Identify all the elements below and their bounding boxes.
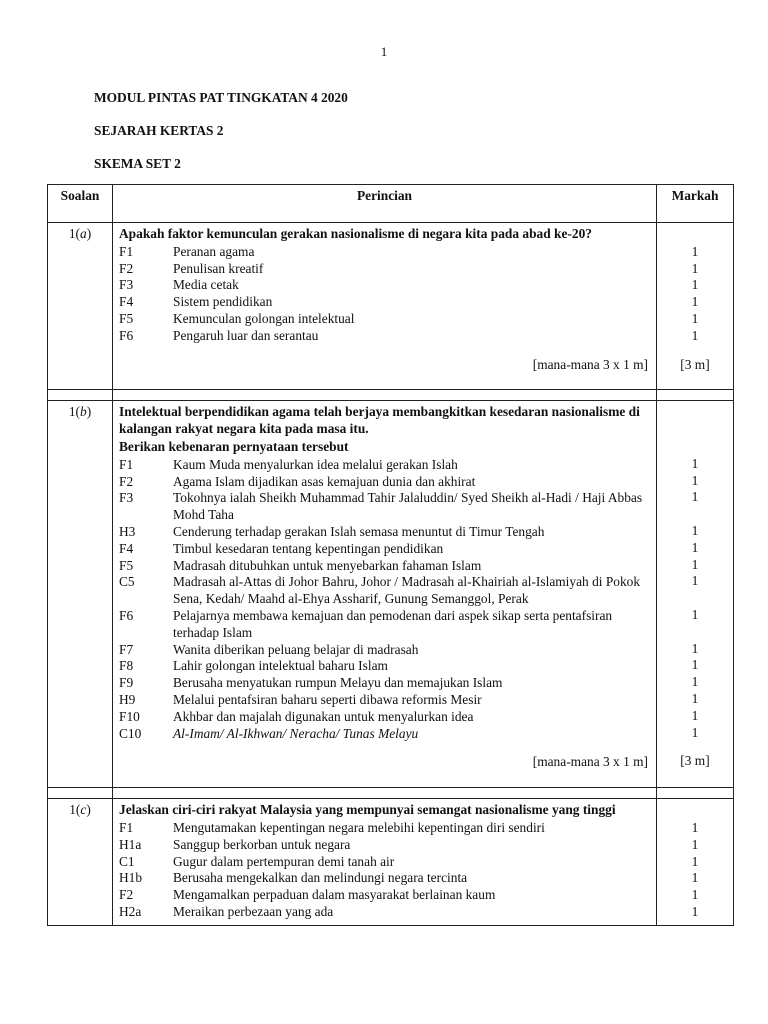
point-mark: 1 (691, 707, 699, 723)
list-item (119, 294, 650, 311)
point-mark: 1 (691, 674, 699, 690)
point-code: H3 (119, 523, 136, 539)
point-code: F2 (119, 473, 134, 489)
question-detail (113, 401, 657, 788)
point-text: Sanggup berkorban untuk negara (173, 836, 351, 852)
answer-scheme-table (47, 184, 734, 926)
question-number (48, 799, 113, 926)
point-mark: 1 (691, 606, 699, 622)
table-header-row (48, 185, 734, 223)
row-gap (48, 390, 734, 401)
list-item (119, 524, 650, 541)
point-code: F3 (119, 277, 134, 293)
point-text: Sistem pendidikan (173, 294, 273, 310)
point-mark: 1 (691, 472, 699, 488)
list-item (119, 854, 650, 871)
list-item (119, 642, 650, 659)
question-number-suffix: ) (86, 404, 92, 420)
question-number-prefix: 1( (69, 802, 81, 818)
point-mark: 1 (691, 455, 699, 471)
document-title: MODUL PINTAS PAT TINGKATAN 4 2020 (94, 90, 348, 105)
list-item (119, 244, 650, 261)
point-text: Akhbar dan majalah digunakan untuk menyalurkan idea (173, 708, 474, 724)
list-item (119, 277, 650, 294)
list-item (119, 328, 650, 345)
point-code: F7 (119, 641, 134, 657)
question-marks (657, 401, 734, 788)
point-text: Pengaruh luar dan serantau (173, 327, 319, 343)
point-mark: 1 (691, 887, 699, 903)
point-code: F2 (119, 887, 134, 903)
question-row (48, 799, 734, 926)
point-code: F5 (119, 557, 134, 573)
point-text: Tokohnya ialah Sheikh Muhammad Tahir Jalaluddin/ Syed Sheikh al-Hadi / Haji Abbas Mohd Taha (173, 490, 643, 523)
point-code: F4 (119, 540, 134, 556)
point-code: C5 (119, 574, 135, 590)
point-code: F3 (119, 490, 134, 506)
point-mark: 1 (691, 853, 699, 869)
list-item (119, 692, 650, 709)
point-mark: 1 (691, 657, 699, 673)
table-body (48, 223, 734, 926)
point-code: H2a (119, 903, 142, 919)
marking-instruction: [mana-mana 3 x 1 m] (532, 356, 648, 372)
point-text: Berusaha mengekalkan dan melindungi negara tercinta (173, 870, 468, 886)
header-soalan: Soalan (48, 185, 113, 223)
point-code: F4 (119, 294, 134, 310)
header-markah: Markah (657, 185, 734, 223)
point-text: Berusaha menyatukan rumpun Melayu dan memajukan Islam (173, 675, 503, 691)
point-code: H1a (119, 836, 142, 852)
point-code: F2 (119, 260, 134, 276)
list-item (119, 726, 650, 743)
point-mark: 1 (691, 277, 699, 293)
point-text: Mengutamakan kepentingan negara melebihi kepentingan diri sendiri (173, 819, 545, 835)
point-text: Peranan agama (173, 243, 255, 259)
list-item (119, 904, 650, 921)
point-text: Agama Islam dijadikan asas kemajuan dunia dan akhirat (173, 473, 476, 489)
point-code: H9 (119, 691, 136, 707)
question-number-suffix: ) (86, 802, 91, 818)
point-mark: 1 (691, 724, 699, 740)
point-mark: 1 (691, 836, 699, 852)
point-text: Al-Imam/ Al-Ikhwan/ Neracha/ Tunas Melayu (173, 725, 419, 741)
point-text: Timbul kesedaran tentang kepentingan pendidikan (173, 540, 444, 556)
point-code: H1b (119, 870, 143, 886)
total-marks: [3 m] (680, 753, 710, 769)
list-item (119, 574, 650, 608)
point-code: F10 (119, 708, 140, 724)
point-text: Penulisan kreatif (173, 260, 264, 276)
list-item (119, 870, 650, 887)
question-number-letter: c (80, 802, 87, 818)
point-mark: 1 (691, 690, 699, 706)
point-code: F9 (119, 675, 134, 691)
question-row (48, 223, 734, 390)
point-text: Madrasah al-Attas di Johor Bahru, Johor / Madrasah al-Khairiah al-Islamiyah di Pokok Sena, Kedah/ Maahd al-Ehya Assharif, Gunung Semanggol, Perak (173, 574, 641, 607)
point-mark: 1 (691, 903, 699, 919)
point-code: F6 (119, 327, 134, 343)
question-number-letter: a (79, 226, 87, 241)
point-mark: 1 (691, 539, 699, 555)
list-item (119, 490, 650, 524)
point-mark: 1 (691, 819, 699, 835)
point-text: Meraikan perbezaan yang ada (173, 903, 334, 919)
point-text: Cenderung terhadap gerakan Islah semasa menuntut di Timur Tengah (173, 523, 545, 539)
point-mark: 1 (691, 556, 699, 572)
question-detail (113, 223, 657, 390)
point-mark: 1 (691, 243, 699, 259)
point-code: F1 (119, 243, 134, 259)
page-number: 1 (380, 44, 388, 59)
point-code: F1 (119, 819, 134, 835)
point-text: Kaum Muda menyalurkan idea melalui gerakan Islah (173, 456, 458, 472)
point-text: Gugur dalam pertempuran demi tanah air (173, 853, 395, 869)
point-text: Wanita diberikan peluang belajar di madrasah (173, 641, 419, 657)
list-item (119, 837, 650, 854)
point-text: Melalui pentafsiran baharu seperti dibawa reformis Mesir (173, 691, 482, 707)
question-number-suffix: ) (86, 226, 92, 241)
question-number (48, 401, 113, 788)
question-marks (657, 223, 734, 390)
question-text: Apakah faktor kemunculan gerakan nasionalisme di negara kita pada abad ke-20? (119, 226, 592, 241)
question-row (48, 401, 734, 788)
document-set: SKEMA SET 2 (94, 156, 181, 171)
list-item (119, 558, 650, 575)
point-text: Lahir golongan intelektual baharu Islam (173, 658, 388, 674)
marking-instruction: [mana-mana 3 x 1 m] (532, 754, 648, 770)
point-code: F1 (119, 456, 134, 472)
header-perincian: Perincian (113, 185, 657, 223)
point-text: Pelajarnya membawa kemajuan dan pemodenan dari aspek sikap serta pentafsiran terhadap Islam (173, 607, 613, 640)
list-item (119, 261, 650, 278)
point-mark: 1 (691, 327, 699, 343)
point-code: F6 (119, 607, 134, 623)
list-item (119, 474, 650, 491)
point-mark: 1 (691, 310, 699, 326)
row-gap (48, 788, 734, 799)
question-text: Intelektual berpendidikan agama telah berjaya membangkitkan kesedaran nasionalisme di kalangan rakyat negara kita pada masa itu. (119, 404, 640, 437)
question-number-prefix: 1( (68, 226, 80, 241)
question-text: Jelaskan ciri-ciri rakyat Malaysia yang mempunyai semangat nasionalisme yang tinggi (119, 802, 616, 818)
list-item (119, 887, 650, 904)
point-text: Madrasah ditubuhkan untuk menyebarkan fahaman Islam (173, 557, 482, 573)
question-marks (657, 799, 734, 926)
list-item (119, 311, 650, 328)
list-item (119, 457, 650, 474)
point-code: F8 (119, 658, 134, 674)
question-detail (113, 799, 657, 926)
point-mark: 1 (691, 522, 699, 538)
point-mark: 1 (691, 870, 699, 886)
point-code: F5 (119, 310, 134, 326)
question-number-prefix: 1( (68, 404, 80, 420)
point-text: Kemunculan golongan intelektual (173, 310, 355, 326)
question-number-letter: b (79, 404, 87, 420)
list-item (119, 820, 650, 837)
list-item (119, 675, 650, 692)
list-item (119, 709, 650, 726)
document-subject: SEJARAH KERTAS 2 (94, 123, 224, 138)
point-code: C10 (119, 725, 142, 741)
point-mark: 1 (691, 260, 699, 276)
point-text: Media cetak (173, 277, 239, 293)
point-mark: 1 (691, 573, 699, 589)
point-mark: 1 (691, 489, 699, 505)
list-item (119, 541, 650, 558)
point-text: Mengamalkan perpaduan dalam masyarakat berlainan kaum (173, 887, 496, 903)
point-code: C1 (119, 853, 135, 869)
question-instruction: Berikan kebenaran pernyataan tersebut (119, 438, 349, 454)
list-item (119, 608, 650, 642)
point-mark: 1 (691, 294, 699, 310)
list-item (119, 658, 650, 675)
point-mark: 1 (691, 640, 699, 656)
total-marks: [3 m] (680, 356, 710, 372)
question-number (48, 223, 113, 390)
